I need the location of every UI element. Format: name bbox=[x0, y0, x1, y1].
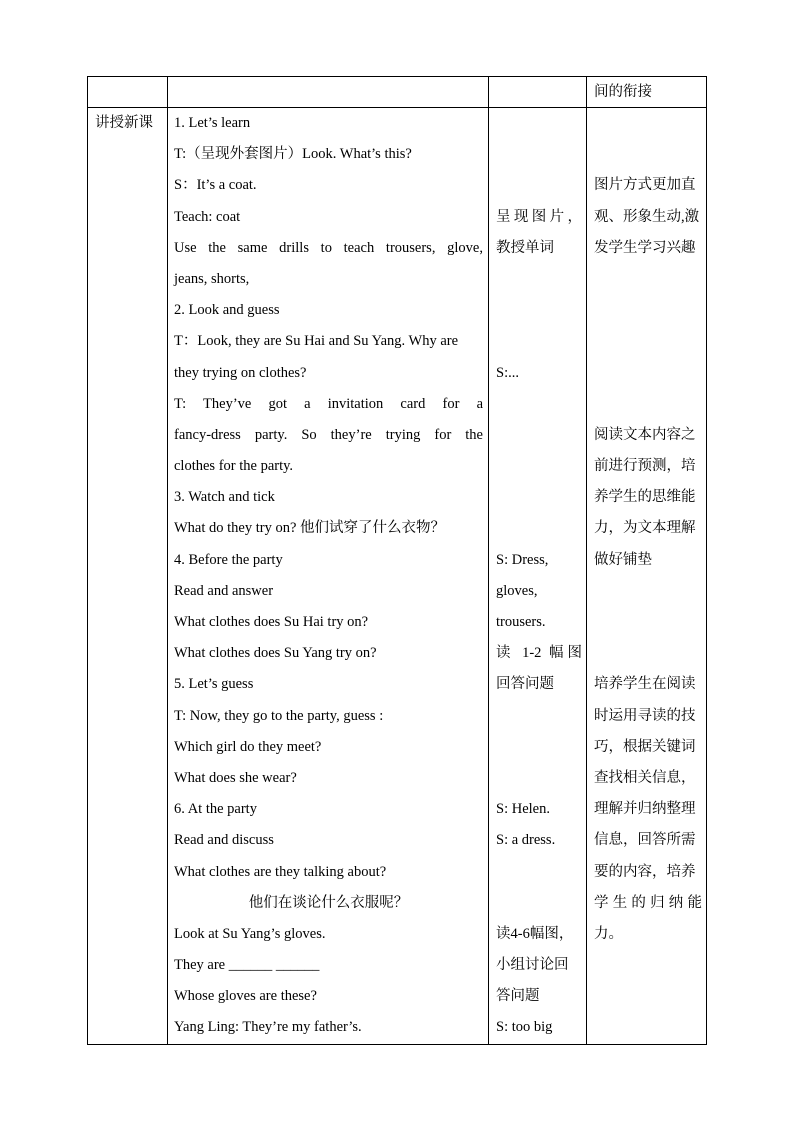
design-intent-cell bbox=[587, 108, 707, 1045]
teaching-line: T: Now, they go to the party, guess : bbox=[174, 707, 384, 724]
teaching-line: T:（呈现外套图片）Look. What’s this? bbox=[174, 146, 412, 163]
student-activity-line bbox=[489, 482, 586, 513]
design-intent-line: 力。 bbox=[594, 925, 623, 942]
teaching-line: Use the same drills to teach trousers, glove, bbox=[174, 239, 483, 256]
design-intent-line: 巧，根据关键词 bbox=[594, 738, 696, 755]
design-intent-line: 观、形象生动,激 bbox=[594, 208, 700, 225]
student-activity-line: 答问题 bbox=[496, 988, 540, 1005]
student-activity-line bbox=[489, 389, 586, 420]
design-intent-continuation: 间的衔接 bbox=[594, 84, 652, 100]
design-intent-line bbox=[587, 264, 706, 295]
student-activity-line: S: a dress. bbox=[496, 832, 556, 849]
student-activity-line bbox=[489, 888, 586, 919]
student-activity-line: S: Dress, bbox=[496, 551, 549, 568]
teaching-line: What do they try on? 他们试穿了什么衣物？ bbox=[174, 520, 446, 537]
teaching-line: fancy-dress party. So they’re trying for the bbox=[174, 426, 483, 443]
student-activity-line bbox=[489, 420, 586, 451]
new-lesson-row bbox=[88, 108, 707, 1045]
teaching-line: 4. Before the party bbox=[174, 551, 283, 568]
student-activity-line bbox=[489, 732, 586, 763]
design-intent-line: 图片方式更加直 bbox=[594, 177, 696, 194]
header-cell-3 bbox=[489, 77, 587, 108]
design-intent-line bbox=[587, 326, 706, 357]
teaching-process-cell bbox=[168, 108, 489, 1045]
teaching-line: What does she wear? bbox=[174, 769, 297, 786]
design-intent-line bbox=[587, 576, 706, 607]
design-intent-line bbox=[587, 295, 706, 326]
student-activity-line: S:... bbox=[496, 364, 519, 381]
student-activity-line bbox=[489, 295, 586, 326]
design-intent-line bbox=[587, 358, 706, 389]
student-activity-line: S: Helen. bbox=[496, 801, 550, 818]
header-cell-2 bbox=[168, 77, 489, 108]
teaching-line: Which girl do they meet? bbox=[174, 738, 322, 755]
student-activity-line bbox=[489, 857, 586, 888]
teaching-line: T: They’ve got a invitation card for a bbox=[174, 395, 483, 412]
student-activity-line: 读4-6幅图， bbox=[496, 925, 574, 942]
teaching-line: 2. Look and guess bbox=[174, 302, 280, 319]
design-intent-line: 学生的归纳能 bbox=[594, 894, 702, 911]
design-intent-line: 发学生学习兴趣 bbox=[594, 239, 696, 256]
design-intent-line: 阅读文本内容之 bbox=[594, 426, 696, 443]
teaching-line: What clothes does Su Hai try on? bbox=[174, 614, 369, 630]
design-intent-line: 前进行预测，培 bbox=[594, 458, 696, 475]
student-activity-line: 教授单词 bbox=[496, 239, 554, 256]
header-cell-4 bbox=[587, 77, 707, 108]
teaching-line: Read and discuss bbox=[174, 832, 274, 849]
student-activity-line bbox=[489, 451, 586, 482]
student-activity-line: 小组讨论回 bbox=[496, 957, 569, 974]
design-intent-line bbox=[587, 389, 706, 420]
student-activity-line bbox=[489, 108, 586, 139]
design-intent-line: 查找相关信息， bbox=[594, 769, 696, 786]
teaching-line: 1. Let’s learn bbox=[174, 115, 251, 131]
section-label: 讲授新课 bbox=[95, 115, 153, 131]
student-activity-line: 回答问题 bbox=[496, 676, 554, 693]
student-activity-cell bbox=[489, 108, 587, 1045]
teaching-line: What clothes are they talking about? bbox=[174, 863, 387, 880]
design-intent-line: 理解并归纳整理 bbox=[594, 801, 696, 818]
teaching-line: Yang Ling: They’re my father’s. bbox=[174, 1019, 362, 1036]
teaching-line: Teach: coat bbox=[174, 208, 241, 225]
lesson-plan-table bbox=[87, 76, 707, 1045]
design-intent-line: 做好铺垫 bbox=[594, 551, 652, 568]
teaching-line: Look at Su Yang’s gloves. bbox=[174, 925, 326, 942]
student-activity-line bbox=[489, 513, 586, 544]
teaching-line: 6. At the party bbox=[174, 801, 257, 818]
design-intent-line: 培养学生在阅读 bbox=[594, 676, 696, 693]
student-activity-line bbox=[489, 763, 586, 794]
student-activity-line: gloves, bbox=[496, 582, 538, 599]
student-activity-line bbox=[489, 701, 586, 732]
design-intent-line: 要的内容，培养 bbox=[594, 863, 696, 880]
teaching-line: they trying on clothes? bbox=[174, 364, 307, 381]
teaching-line: S：It’s a coat. bbox=[174, 177, 257, 194]
design-intent-line bbox=[587, 108, 706, 139]
teaching-line: 5. Let’s guess bbox=[174, 676, 254, 693]
teaching-line: 他们在谈论什么衣服呢？ bbox=[248, 894, 409, 911]
section-label-cell bbox=[88, 108, 168, 1045]
teaching-line: T：Look, they are Su Hai and Su Yang. Why are bbox=[174, 333, 459, 350]
design-intent-line: 力，为文本理解 bbox=[594, 520, 696, 537]
design-intent-line: 时运用寻读的技 bbox=[594, 707, 696, 724]
student-activity-line: S: too big bbox=[496, 1019, 553, 1036]
teaching-line: clothes for the party. bbox=[174, 458, 294, 475]
student-activity-line bbox=[489, 264, 586, 295]
teaching-line: Whose gloves are these? bbox=[174, 988, 317, 1005]
student-activity-line: trousers. bbox=[496, 614, 546, 630]
teaching-line: 3. Watch and tick bbox=[174, 489, 275, 506]
design-intent-line: 养学生的思维能 bbox=[594, 489, 696, 506]
teaching-line: They are ______ ______ bbox=[174, 957, 320, 974]
student-activity-line: 读 1-2 幅图 bbox=[496, 645, 582, 662]
header-cell-1 bbox=[88, 77, 168, 108]
teaching-line: What clothes does Su Yang try on? bbox=[174, 645, 377, 662]
student-activity-line bbox=[489, 170, 586, 201]
student-activity-line: 呈现图片， bbox=[496, 208, 582, 225]
design-intent-line bbox=[587, 139, 706, 170]
student-activity-line bbox=[489, 139, 586, 170]
teaching-line: Read and answer bbox=[174, 582, 274, 599]
design-intent-line bbox=[587, 638, 706, 669]
design-intent-line: 信息，回答所需 bbox=[594, 832, 696, 849]
design-intent-line bbox=[587, 607, 706, 638]
student-activity-line bbox=[489, 326, 586, 357]
teaching-line: jeans, shorts, bbox=[174, 270, 250, 287]
continuation-row bbox=[88, 77, 707, 108]
